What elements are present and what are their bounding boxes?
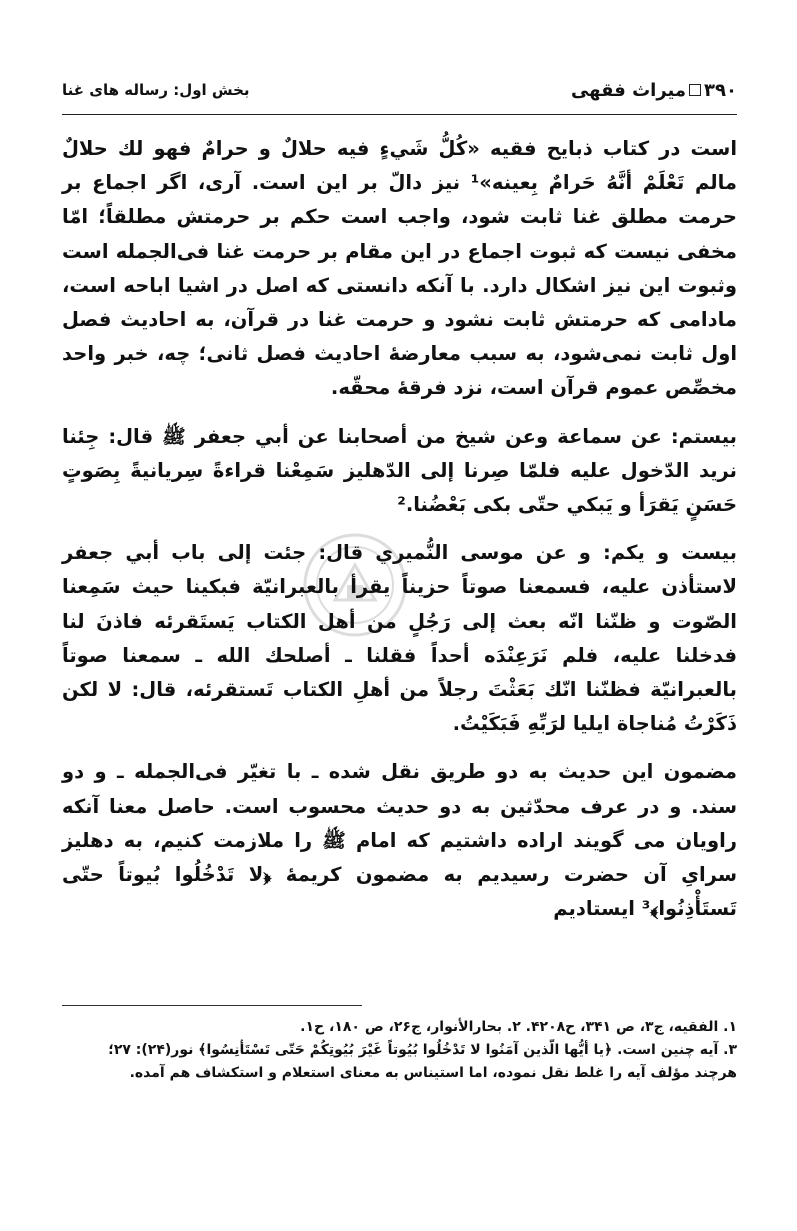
square-ornament-icon xyxy=(689,84,701,96)
footnote-line-1: ۱. الفقیه، ج۳، ص ۳۴۱، ح۴۲۰۸. ۲. بحارالأنوار، ج۲۶، ص ۱۸۰، ح۱. xyxy=(300,1019,737,1035)
footnote-line-3: هرچند مؤلف آیه را غلط نقل نموده، اما استیناس به معنای استعلام و استکشاف هم آمده. xyxy=(129,1065,737,1081)
footnote-divider xyxy=(62,1005,362,1006)
running-header xyxy=(62,72,737,108)
page-number-block xyxy=(571,80,737,101)
footnote-line-2: ۳. آیه چنین است. ﴿یا أیُّها الّذین آمَنُوا لا تَدْخُلُوا بُیُوتاً غَیْرَ بُیُوتِکُمْ حَتّی تَسْتَأْنِسُوا﴾ نور(۲۴): ۲۷؛ xyxy=(108,1042,737,1058)
paragraph-3: بیست و یکم: و عن موسی النُّمیري قال: جئت إلی باب أبي جعفر لاستأذن علیه، فسمعنا صوتاً حزیناً یقرأ بالعبرانیّة فبکینا حیث سَمِعنا الصّوت و ظنّنا انّه بعث إلی رَجُلٍ من أهل الکتاب یَستَقرئه فاذنَ لنا فدخلنا علیه، فلم نَرَعِنْدَه أحداً فقلنا ـ أصلحك الله ـ سمعنا صوتاً بالعبرانیّة فظنّنا انّك بَعَثْتَ رجلاً من أهلِ الکتاب تَستقرئه، قال: لا لکن ذَکَرْتُ مُناجاة ایلیا لرَبِّهِ فَبَکَیْتُ. xyxy=(62,541,737,736)
main-text xyxy=(62,132,737,926)
paragraph-4: مضمون این حدیث به دو طریق نقل شده ـ با تغیّر فی‌الجمله ـ و دو سند. و در عرف محدّثین به دو حدیث محسوب است. حاصل معنا آنکه راویان می گویند اراده داشتیم که امام ﷺ را ملازمت کنیم، به دهلیز سرایِ آن حضرت رسیدیم به مضمون کریمهٔ ﴿لا تَدْخُلُوا بُیوتاً حتّی تَستَأْذِنُوا﴾³ ایستادیم xyxy=(62,760,737,921)
section-title: بخش اول: رساله های غنا xyxy=(62,81,250,99)
header-divider xyxy=(62,114,737,115)
book-title: میراث فقهی xyxy=(570,79,687,101)
page-number: ۳۹۰ xyxy=(704,79,737,101)
paragraph-1: است در کتاب ذبایح فقیه «کُلُّ شَيءٍ فیه حلالٌ و حرامٌ فهو لك حلالٌ مالم تَعْلَمْ أنَّهُ حَرامٌ بِعینه»¹ نیز دالّ بر این است. آری، اگر اجماع بر حرمت مطلق غنا ثابت شود، واجب است حکم بر حرمتش مطلقاً؛ امّا مخفی نیست که ثبوت اجماع در این مقام بر حرمت غنا فی‌الجمله است وثبوت این نیز اشکال دارد. با آنکه دانستی که اصل در اشیا اباحه است، مادامی که حرمتش ثابت نشود و حرمت غنا در قرآن، به احادیث فصل اول ثابت نمی‌شود، به سبب معارضهٔ احادیث فصل ثانی؛ چه، خبر واحد مخصِّص عموم قرآن است، نزد فرقهٔ محقّه. xyxy=(62,137,737,400)
paragraph-2: بیستم: عن سماعة وعن شیخ من أصحابنا عن أبي جعفر ﷺ قال: جِئنا نرید الدّخول علیه فلمّا صِرنا إلی الدّهلیز سَمِعْنا قراءةً سِریانیةً بِصَوتٍ حَسَنٍ یَقرَأ و یَبکي حتّی بکی بَعْضُنا.² xyxy=(62,424,737,517)
footnotes xyxy=(62,1016,737,1085)
